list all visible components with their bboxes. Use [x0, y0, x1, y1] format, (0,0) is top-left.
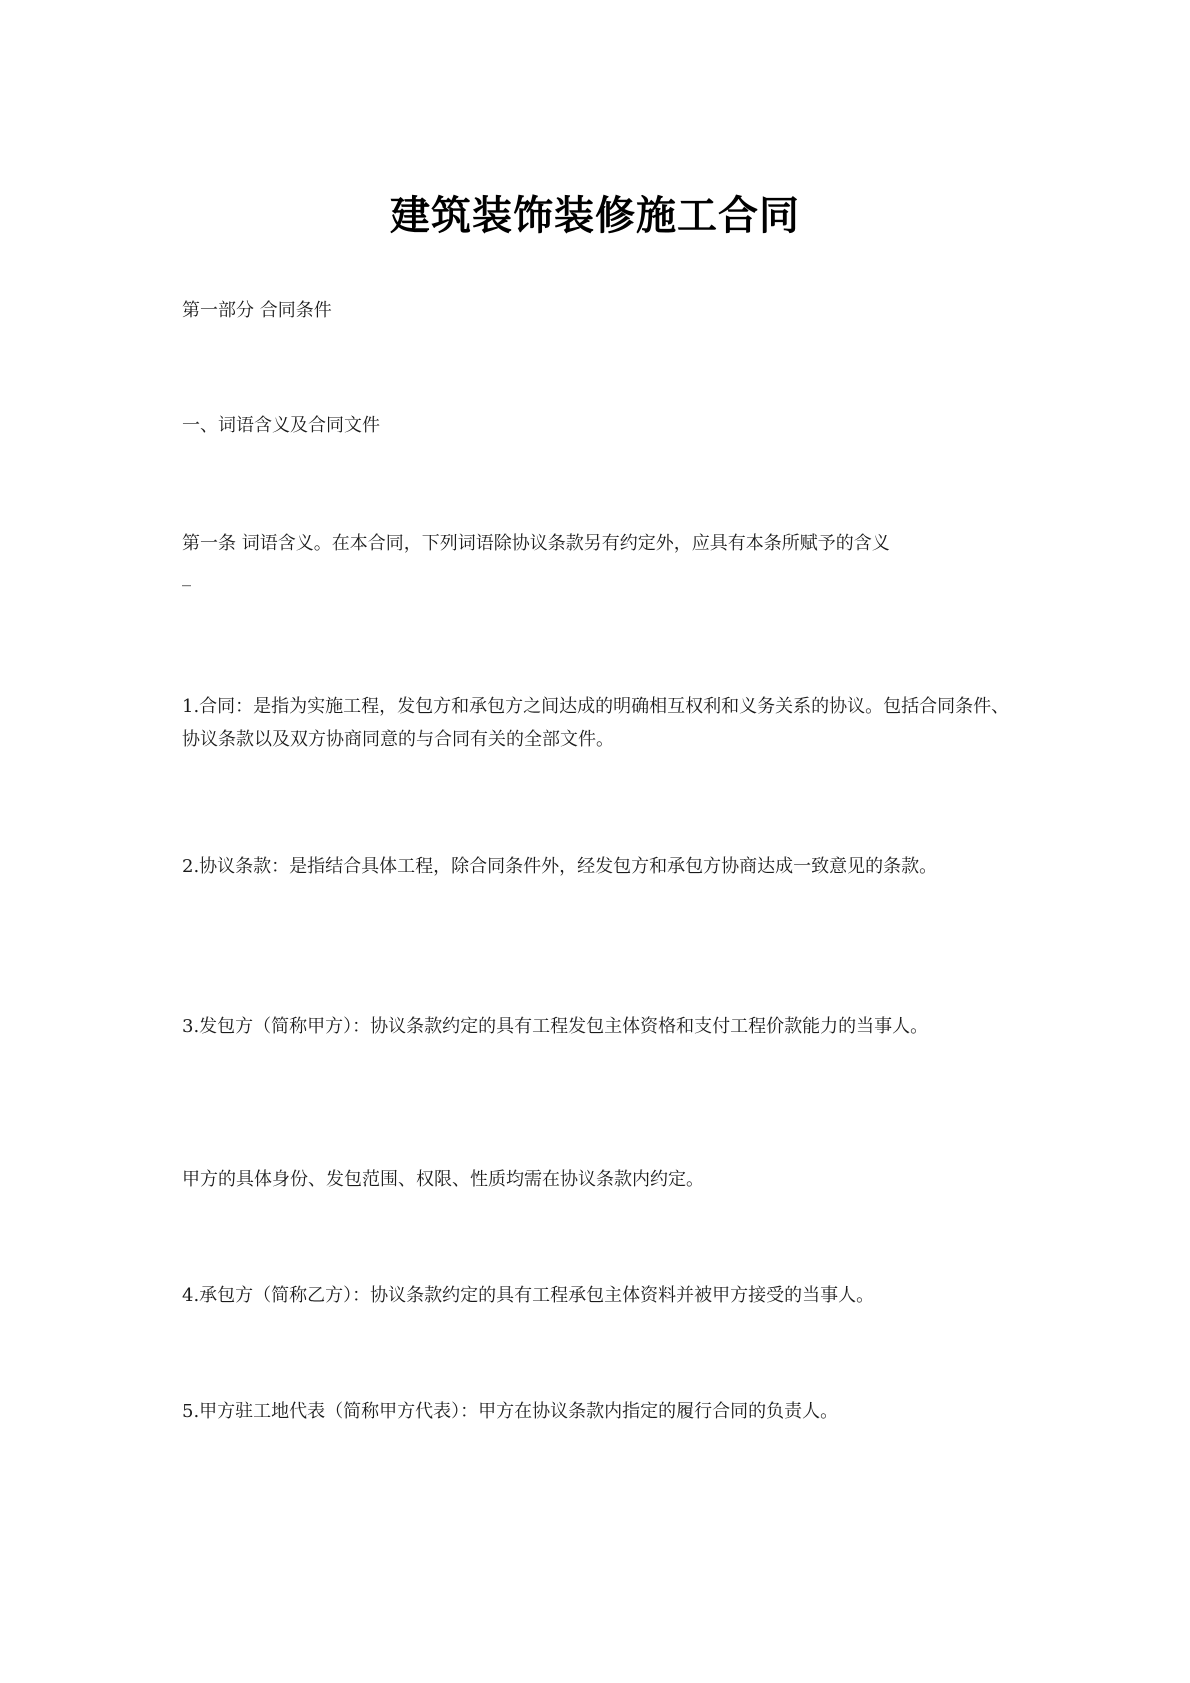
article-1-trailing-mark: _	[182, 566, 191, 587]
item-1-contract: 1.合同：是指为实施工程，发包方和承包方之间达成的明确相互权利和义务关系的协议。包括合同条件、协议条款以及双方协商同意的与合同有关的全部文件。	[182, 696, 1010, 750]
document-title: 建筑装饰装修施工合同	[390, 191, 800, 239]
item-3-employer: 3.发包方（简称甲方）：协议条款约定的具有工程发包主体资格和支付工程价款能力的当事人。	[182, 1016, 929, 1037]
item-4-contractor: 4.承包方（简称乙方）：协议条款约定的具有工程承包主体资料并被甲方接受的当事人。	[182, 1285, 875, 1306]
section-heading: 一、词语含义及合同文件	[182, 415, 380, 436]
article-1-definitions: 第一条 词语含义。在本合同，下列词语除协议条款另有约定外，应具有本条所赋予的含义	[182, 533, 890, 554]
item-5-employer-representative: 5.甲方驻工地代表（简称甲方代表）：甲方在协议条款内指定的履行合同的负责人。	[182, 1401, 839, 1422]
part-heading: 第一部分 合同条件	[182, 300, 332, 321]
item-2-agreement-terms: 2.协议条款：是指结合具体工程，除合同条件外，经发包方和承包方协商达成一致意见的条款。	[182, 856, 938, 877]
item-3-note: 甲方的具体身份、发包范围、权限、性质均需在协议条款内约定。	[182, 1169, 704, 1190]
